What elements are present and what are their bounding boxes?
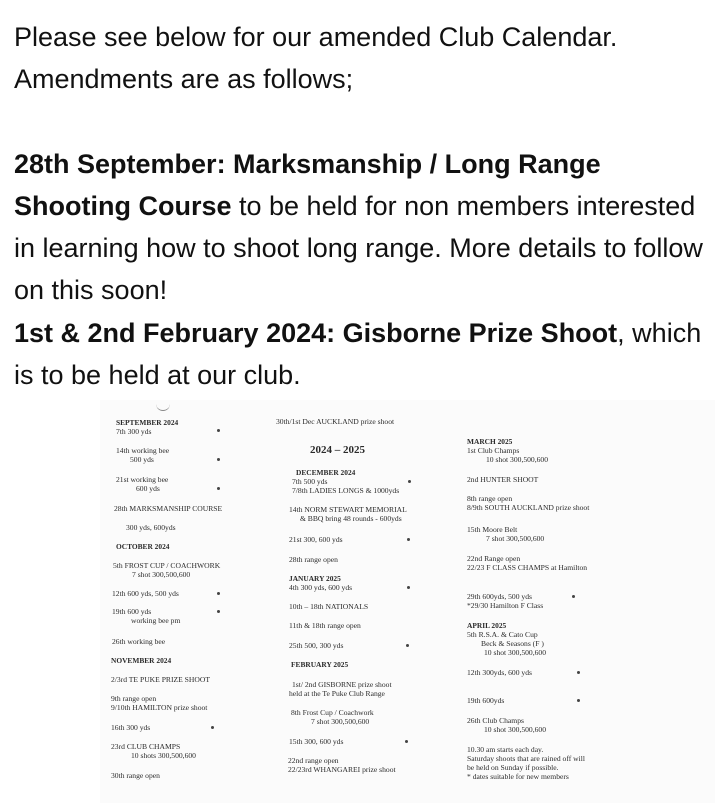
calendar-entry: 12th 600 yds, 500 yds (112, 589, 179, 598)
calendar-entry: 5th R.S.A. & Cato Cup (467, 630, 538, 639)
calendar-entry: 28th MARKSMANSHIP COURSE (114, 504, 223, 513)
calendar-note: Saturday shoots that are rained off will (467, 754, 585, 763)
calendar-entry: 29th 600yds, 500 yds (467, 592, 532, 601)
amendment-2-detail: , which is to be held at our club. (14, 317, 702, 391)
calendar-image[interactable] (100, 400, 715, 803)
post-intro: Please see below for our amended Club Calendar. Amendments are as follows; (14, 22, 618, 95)
calendar-entry: 21st working bee (116, 475, 169, 484)
calendar-entry: 4th 300 yds, 600 yds (289, 583, 353, 592)
calendar-entry: working bee pm (131, 616, 181, 625)
calendar-month-heading: SEPTEMBER 2024 (116, 418, 179, 427)
amendment-1 (14, 143, 709, 312)
calendar-entry: 8/9th SOUTH AUCKLAND prize shoot (467, 503, 590, 512)
new-member-dot (577, 671, 580, 674)
calendar-month-heading: MARCH 2025 (467, 437, 513, 446)
calendar-entry: & BBQ bring 48 rounds - 600yds (300, 514, 402, 523)
new-member-dot (211, 726, 214, 729)
calendar-entry: 30th/1st Dec AUCKLAND prize shoot (276, 417, 395, 426)
calendar-entry: 1st/ 2nd GISBORNE prize shoot (292, 680, 392, 689)
calendar-entry: 15th 300, 600 yds (289, 737, 344, 746)
calendar-entry: 22/23rd WHANGAREI prize shoot (288, 765, 396, 774)
calendar-entry: 7th 300 yds (116, 427, 152, 436)
paper-curl-mark (156, 402, 170, 411)
calendar-entry: 19th 600yds (467, 696, 505, 705)
calendar-entry: 23rd CLUB CHAMPS (111, 742, 181, 751)
calendar-entry: 19th 600 yds (112, 607, 152, 616)
post-text (14, 16, 709, 396)
calendar-entry: 7/8th LADIES LONGS & 1000yds (292, 486, 400, 495)
calendar-entry: 15th Moore Belt (467, 525, 518, 534)
calendar-entry: 300 yds, 600yds (126, 523, 176, 532)
amendment-2-title: 1st & 2nd February 2024: Gisborne Prize Shoot (14, 317, 618, 348)
calendar-entry: 26th working bee (112, 637, 166, 646)
calendar-entry: 8th range open (467, 494, 513, 503)
calendar-entry: 9/10th HAMILTON prize shoot (111, 703, 208, 712)
calendar-entry: 16th 300 yds (111, 723, 151, 732)
calendar-season-title: 2024 – 2025 (310, 444, 365, 456)
calendar-entry: 22nd Range open (467, 554, 521, 563)
calendar-entry: 14th NORM STEWART MEMORIAL (289, 505, 407, 514)
calendar-note: 10.30 am starts each day. (467, 745, 544, 754)
calendar-note: * dates suitable for new members (467, 772, 569, 781)
calendar-entry: held at the Te Puke Club Range (289, 689, 385, 698)
calendar-entry: 1st Club Champs (467, 446, 520, 455)
new-member-dot (408, 480, 411, 483)
calendar-entry: Beck & Seasons (F ) (481, 639, 544, 648)
calendar-entry: 7 shot 300,500,600 (132, 570, 191, 579)
calendar-entry: 10th – 18th NATIONALS (289, 602, 369, 611)
calendar-entry: 14th working bee (116, 446, 170, 455)
calendar-entry: 7 shot 300,500,600 (486, 534, 545, 543)
calendar-entry: 26th Club Champs (467, 716, 524, 725)
calendar-entry: 30th range open (111, 771, 160, 780)
new-member-dot (217, 487, 220, 490)
calendar-month-heading: NOVEMBER 2024 (111, 656, 172, 665)
new-member-dot (217, 592, 220, 595)
new-member-dot (217, 458, 220, 461)
calendar-month-heading: OCTOBER 2024 (116, 542, 170, 551)
calendar-entry: 12th 300yds, 600 yds (467, 668, 532, 677)
calendar-entry: 28th range open (289, 555, 338, 564)
calendar-month-heading: FEBRUARY 2025 (291, 660, 349, 669)
calendar-entry: 25th 500, 300 yds (289, 641, 344, 650)
new-member-dot (407, 538, 410, 541)
calendar-entry: 22nd range open (288, 756, 339, 765)
new-member-dot (572, 595, 575, 598)
calendar-entry: 5th FROST CUP / COACHWORK (113, 561, 221, 570)
calendar-entry: 21st 300, 600 yds (289, 535, 343, 544)
calendar-entry: 11th & 18th range open (289, 621, 361, 630)
calendar-entry: *29/30 Hamilton F Class (467, 601, 544, 610)
new-member-dot (405, 740, 408, 743)
new-member-dot (407, 586, 410, 589)
paragraph-gap (14, 101, 709, 143)
calendar-month-heading: DECEMBER 2024 (296, 468, 356, 477)
calendar-entry: 10 shot 300,500,600 (484, 725, 547, 734)
new-member-dot (217, 429, 220, 432)
calendar-entry: 2/3rd TE PUKE PRIZE SHOOT (111, 675, 211, 684)
calendar-entry: 10 shot 300,500,600 (484, 648, 547, 657)
calendar-entry: 10 shots 300,500,600 (131, 751, 196, 760)
new-member-dot (577, 699, 580, 702)
calendar-entry: 9th range open (111, 694, 157, 703)
calendar-month-heading: JANUARY 2025 (289, 574, 341, 583)
calendar-entry: 7th 500 yds (292, 477, 328, 486)
calendar-entry: 22/23 F CLASS CHAMPS at Hamilton (467, 563, 588, 572)
calendar-entry: 10 shot 300,500,600 (486, 455, 549, 464)
amendment-2 (14, 312, 709, 397)
calendar-entry: 7 shot 300,500,600 (311, 717, 370, 726)
new-member-dot (406, 644, 409, 647)
amendment-1-detail: to be held for non members interested in learning how to shoot long range. More details to follow on this soon! (14, 190, 703, 306)
calendar-entry: 500 yds (130, 455, 154, 464)
amendment-1-title: 28th September: Marksmanship / Long Range Shooting Course (14, 148, 601, 221)
calendar-entry: 600 yds (136, 484, 160, 493)
calendar-note: be held on Sunday if possible. (467, 763, 559, 772)
calendar-month-heading: APRIL 2025 (467, 621, 507, 630)
calendar-entry: 2nd HUNTER SHOOT (467, 475, 539, 484)
calendar-entry: 8th Frost Cup / Coachwork (291, 708, 374, 717)
new-member-dot (217, 610, 220, 613)
